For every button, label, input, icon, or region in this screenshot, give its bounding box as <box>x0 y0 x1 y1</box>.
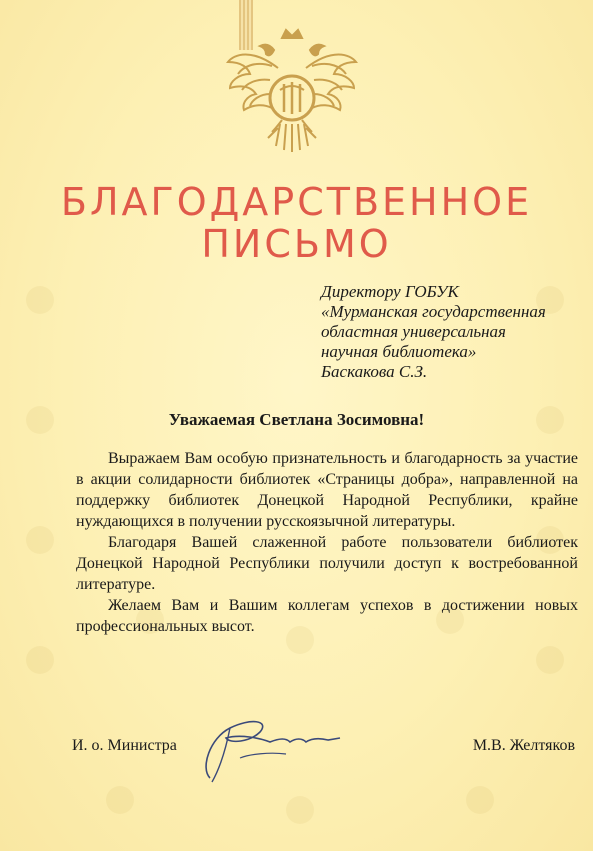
letter-body <box>76 448 578 637</box>
addressee-line: Баскакова С.З. <box>321 362 428 381</box>
document-title-line2: ПИСЬМО <box>201 222 392 266</box>
signatory-position: И. о. Министра <box>72 737 177 754</box>
signatory-name: М.В. Желтяков <box>472 737 575 754</box>
signature-icon <box>190 708 350 788</box>
addressee-line: областная универсальная <box>321 322 506 341</box>
document-title-line1: БЛАГОДАРСТВЕННОЕ <box>60 180 533 224</box>
body-paragraph: Выражаем Вам особую признательность и благодарность за участие в акции солидарности библиотек «Страницы добра», направленной на поддержку библиотек Донецкой Народной Республики, крайне нуждающихся в получении русскоязычной литературы. <box>76 450 578 530</box>
body-paragraph: Благодаря Вашей слаженной работе пользователи библиотек Донецкой Народной Республики получили доступ к востребованной литературе. <box>76 534 578 593</box>
addressee-line: «Мурманская государственная <box>321 302 546 321</box>
addressee-block <box>321 282 546 382</box>
body-paragraph: Желаем Вам и Вашим коллегам успехов в достижении новых профессиональных высот. <box>76 597 578 635</box>
addressee-line: Директору ГОБУК <box>321 282 459 301</box>
greeting: Уважаемая Светлана Зосимовна! <box>168 410 425 429</box>
eagle-emblem-icon <box>222 28 362 168</box>
addressee-line: научная библиотека» <box>321 342 477 361</box>
